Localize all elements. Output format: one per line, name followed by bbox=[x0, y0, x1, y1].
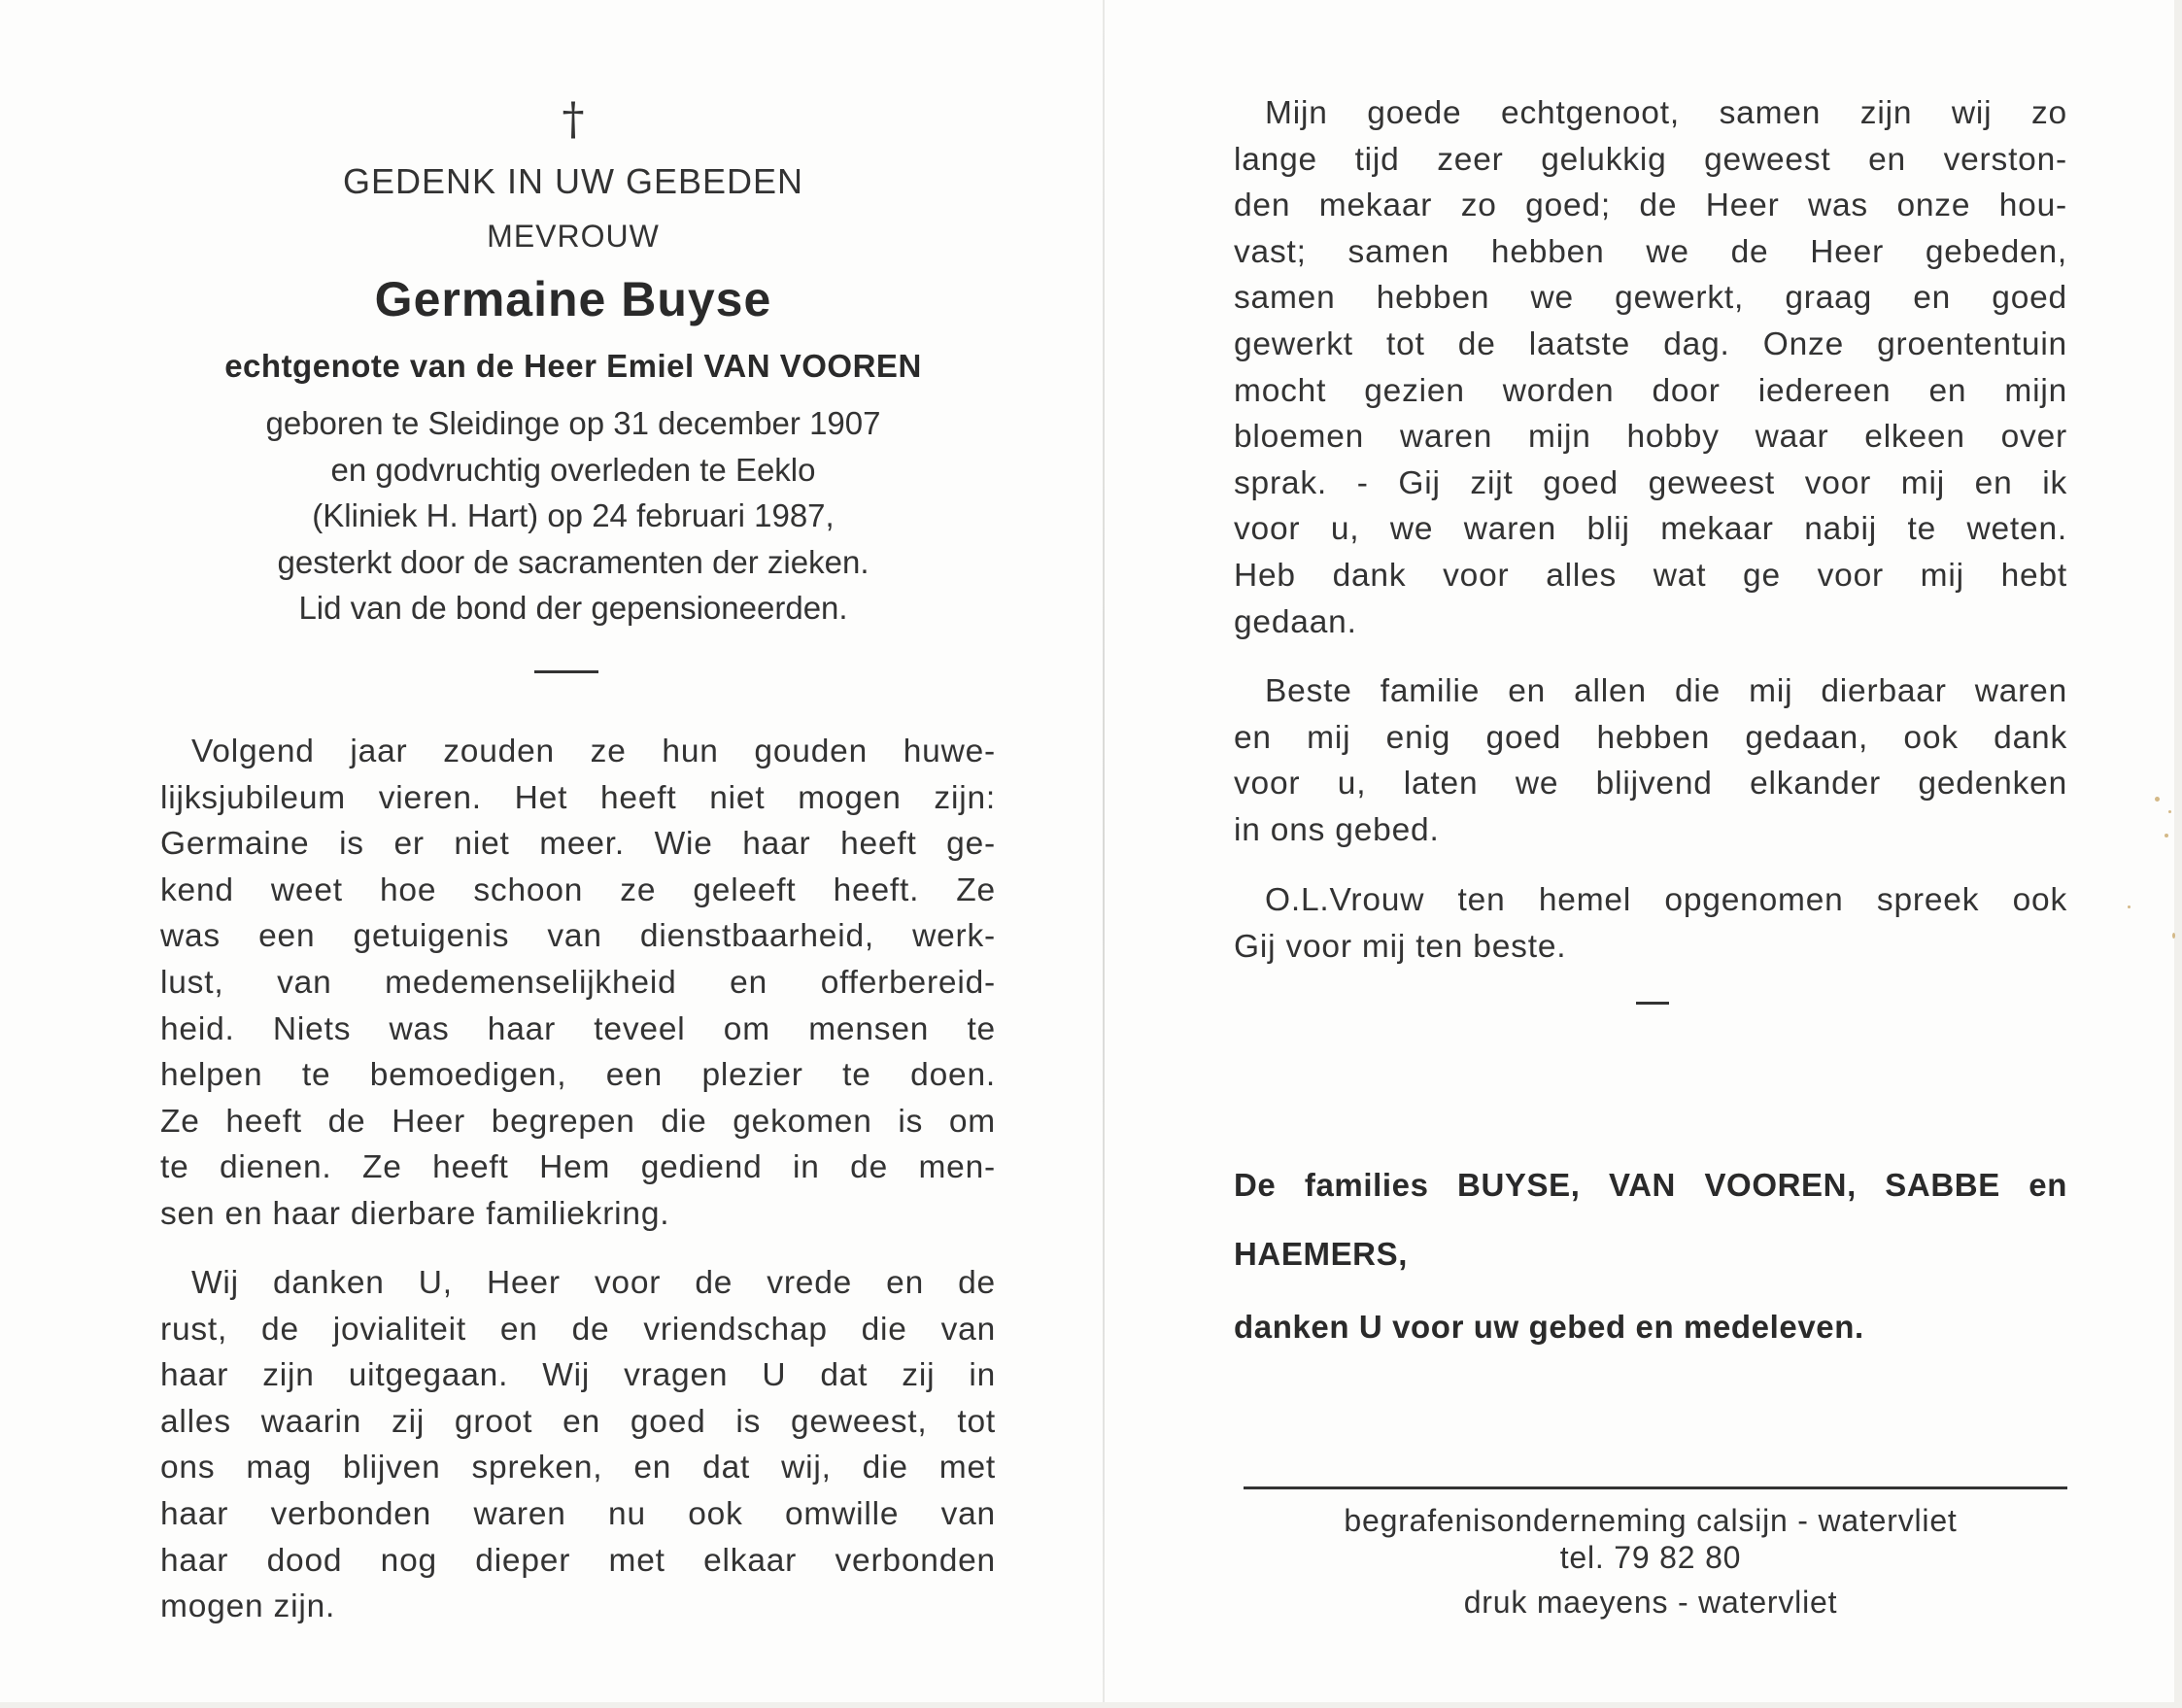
text-line: was een getuigenis van dienstbaarheid, werk- bbox=[160, 918, 996, 955]
text-line: gedaan. bbox=[1234, 603, 1357, 640]
text-line: haar verbonden waren nu ook omwille van bbox=[160, 1495, 996, 1532]
prayer-paragraph bbox=[160, 1260, 996, 1630]
text-line: mocht gezien worden door iedereen en mijn bbox=[1234, 372, 2067, 409]
biography bbox=[136, 400, 1010, 632]
fold-line bbox=[1103, 0, 1105, 1708]
families-line: De families BUYSE, VAN VOOREN, SABBE en bbox=[1234, 1167, 2067, 1203]
undertaker-info bbox=[1234, 1502, 2067, 1576]
card-edge-bottom bbox=[0, 1702, 2182, 1708]
thanks-line: danken U voor uw gebed en medeleven. bbox=[1234, 1309, 1864, 1345]
bio-line: Lid van de bond der gepensioneerden. bbox=[298, 590, 848, 627]
text-line: en mij enig goed hebben gedaan, ook dank bbox=[1234, 719, 2067, 756]
paper-speck bbox=[2155, 797, 2160, 802]
text-line: heid. Niets was haar teveel om mensen te bbox=[160, 1010, 996, 1047]
title: MEVROUW bbox=[487, 219, 660, 254]
text-line: lust, van medemenselijkheid en offerbereid- bbox=[160, 964, 996, 1001]
divider bbox=[534, 670, 598, 673]
cross-icon: † bbox=[562, 92, 585, 145]
printer-info: druk maeyens - watervliet bbox=[1463, 1585, 1838, 1620]
text-line: den mekaar zo goed; de Heer was onze hou- bbox=[1234, 188, 2067, 224]
families-line: HAEMERS, bbox=[1234, 1236, 1408, 1272]
heading: GEDENK IN UW GEBEDEN bbox=[342, 161, 804, 201]
card-edge bbox=[2174, 0, 2182, 1708]
paper-speck bbox=[2165, 834, 2168, 837]
text-line: O.L.Vrouw ten hemel opgenomen spreek ook bbox=[1265, 882, 2067, 918]
bio-line: geboren te Sleidinge op 31 december 1907 bbox=[265, 405, 881, 441]
text-line: lijksjubileum vieren. Het heeft niet mogen zijn: bbox=[160, 779, 996, 816]
text-line: voor u, we waren blij mekaar nabij te weten. bbox=[1234, 511, 2067, 548]
text-line: samen hebben we gewerkt, graag en goed bbox=[1234, 280, 2067, 317]
paper-speck bbox=[2128, 905, 2131, 908]
text-line: Wij danken U, Heer voor de vrede en de bbox=[191, 1265, 996, 1301]
text-line: Heb dank voor alles wat ge voor mij hebt bbox=[1234, 557, 2067, 594]
undertaker-phone: tel. 79 82 80 bbox=[1559, 1540, 1742, 1575]
text-line: gewerkt tot de laatste dag. Onze groententuin bbox=[1234, 325, 2067, 362]
text-line: sen en haar dierbare familiekring. bbox=[160, 1195, 670, 1232]
text-line: Volgend jaar zouden ze hun gouden huwe- bbox=[191, 734, 996, 769]
bio-line: (Kliniek H. Hart) op 24 februari 1987, bbox=[312, 497, 835, 534]
text-line: sprak. - Gij zijt goed geweest voor mij en ik bbox=[1234, 464, 2067, 501]
bio-line: gesterkt door de sacramenten der zieken. bbox=[277, 543, 869, 580]
text-line: in ons gebed. bbox=[1234, 811, 1440, 848]
text-line: bloemen waren mijn hobby waar elkeen over bbox=[1234, 419, 2067, 456]
text-line: helpen te bemoedigen, een plezier te doen. bbox=[160, 1057, 996, 1094]
text-line: te dienen. Ze heeft Hem gediend in de men- bbox=[160, 1149, 996, 1186]
text-line: ons mag blijven spreken, en dat wij, die met bbox=[160, 1450, 996, 1486]
text-line: alles waarin zij groot en goed is geweest, tot bbox=[160, 1403, 996, 1440]
text-line: haar dood nog dieper met elkaar verbonden bbox=[160, 1542, 996, 1579]
undertaker-name: begrafenisonderneming calsijn - watervliet bbox=[1344, 1503, 1958, 1538]
spouse-line: echtgenote van de Heer Emiel VAN VOOREN bbox=[224, 348, 922, 384]
horizontal-rule bbox=[1244, 1486, 2067, 1489]
text-line: Ze heeft de Heer begrepen die gekomen is om bbox=[160, 1103, 996, 1140]
text-line: haar zijn uitgegaan. Wij vragen U dat zij in bbox=[160, 1357, 996, 1394]
divider bbox=[1636, 1002, 1669, 1005]
farewell-paragraph bbox=[1234, 90, 2067, 645]
text-line: kend weet hoe schoon ze geleeft heeft. Ze bbox=[160, 871, 996, 908]
text-line: voor u, laten we blijvend elkander gedenken bbox=[1234, 766, 2067, 803]
paper-speck bbox=[2172, 933, 2175, 939]
invocation-paragraph bbox=[1234, 877, 2067, 970]
text-line: lange tijd zeer gelukkig geweest en verston- bbox=[1234, 141, 2067, 178]
text-line: rust, de jovialiteit en de vriendschap die van bbox=[160, 1311, 996, 1348]
text-line: vast; samen hebben we de Heer gebeden, bbox=[1234, 233, 2067, 270]
text-line: Germaine is er niet meer. Wie haar heeft ge- bbox=[160, 826, 996, 863]
bio-line: en godvruchtig overleden te Eeklo bbox=[330, 451, 816, 488]
text-line: Mijn goede echtgenoot, samen zijn wij zo bbox=[1265, 95, 2067, 131]
deceased-name: Germaine Buyse bbox=[374, 272, 772, 326]
paper-speck bbox=[2168, 810, 2171, 813]
text-line: Beste familie en allen die mij dierbaar waren bbox=[1265, 673, 2067, 709]
text-line: Gij voor mij ten beste. bbox=[1234, 928, 1567, 965]
tribute-paragraph bbox=[160, 729, 996, 1238]
text-line: mogen zijn. bbox=[160, 1588, 336, 1625]
family-paragraph bbox=[1234, 668, 2067, 853]
families-signature bbox=[1234, 1162, 2067, 1277]
